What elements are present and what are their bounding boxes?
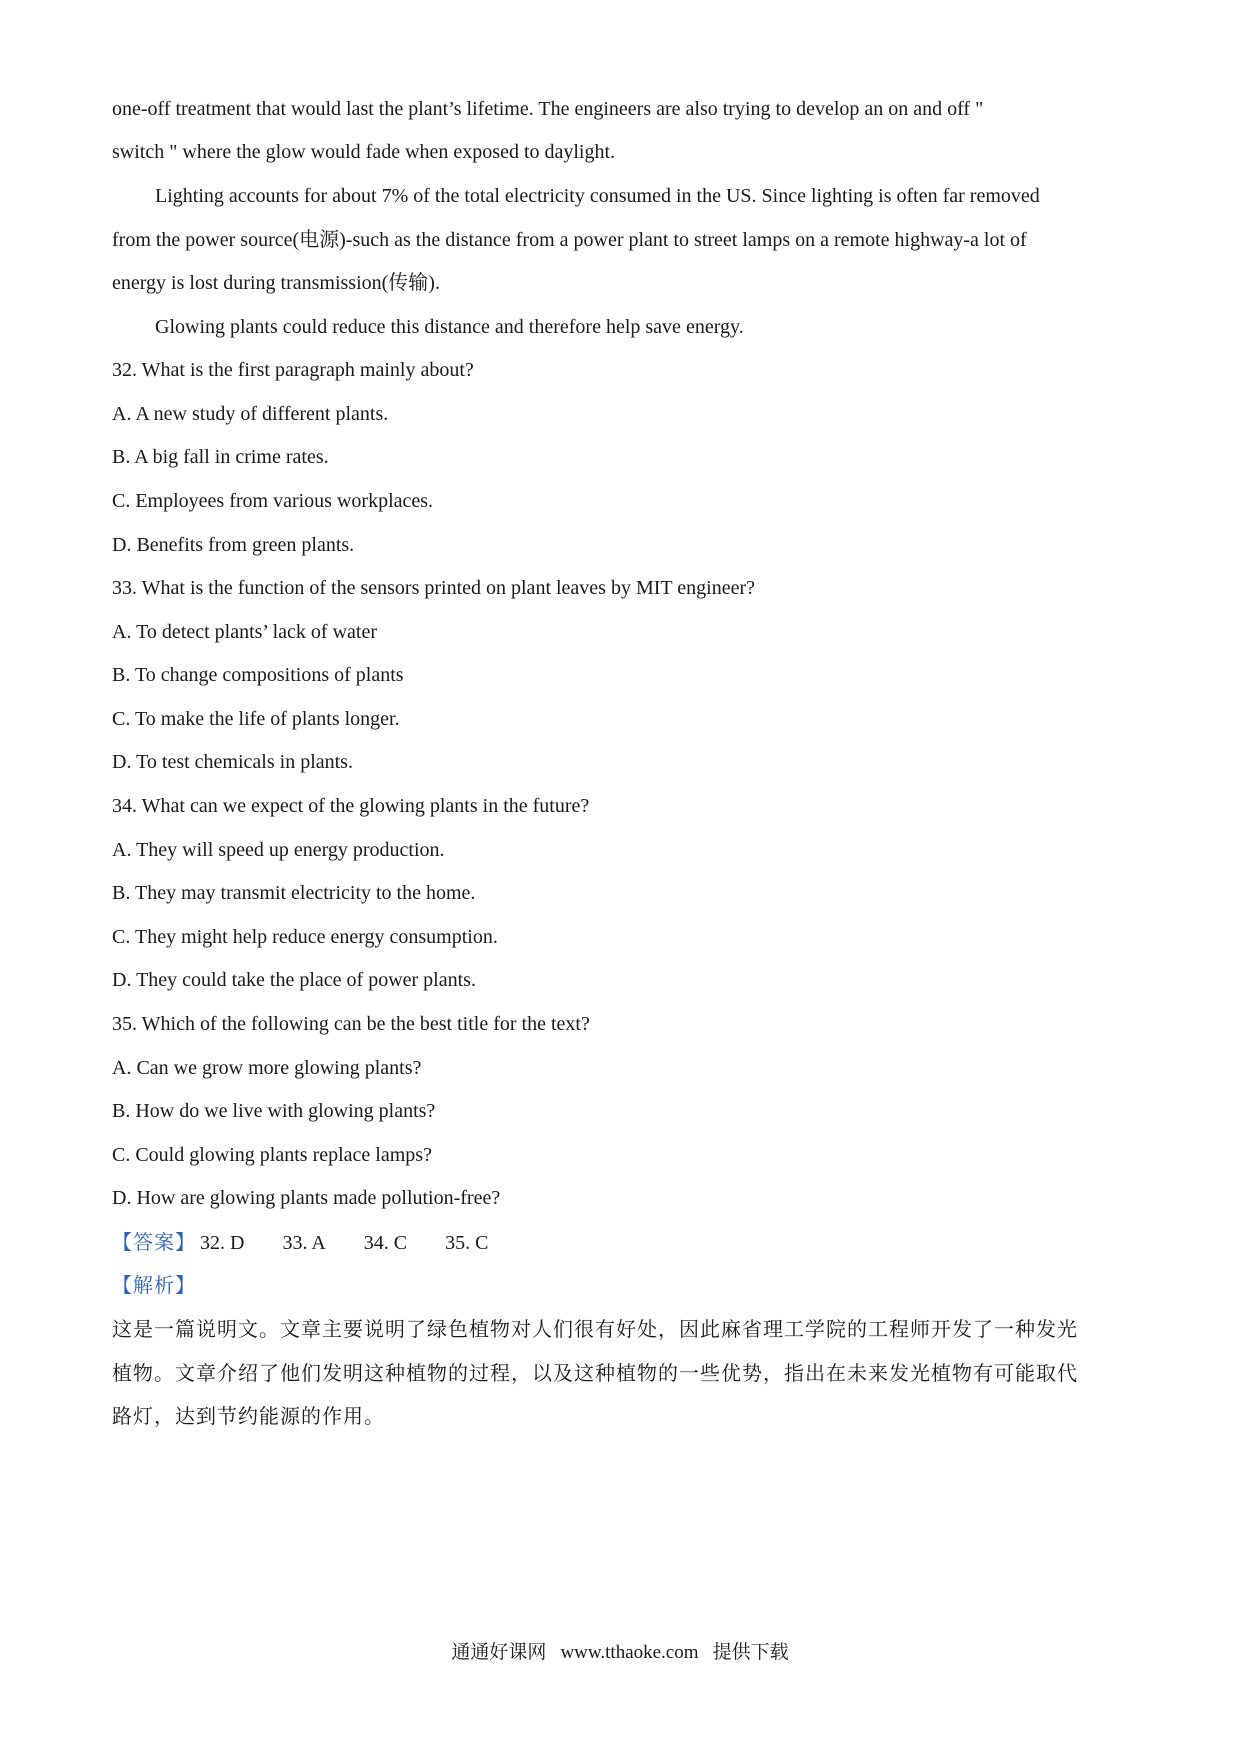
question-option: D. To test chemicals in plants. bbox=[112, 751, 353, 773]
question-option: C. To make the life of plants longer. bbox=[112, 708, 400, 730]
question-option: D. Benefits from green plants. bbox=[112, 534, 355, 556]
question-option: C. Could glowing plants replace lamps? bbox=[112, 1144, 432, 1166]
passage-line: energy is lost during transmission(传输). bbox=[112, 272, 440, 294]
question-stem: 34. What can we expect of the glowing plants in the future? bbox=[112, 795, 590, 817]
analysis-line: 这是一篇说明文。文章主要说明了绿色植物对人们很有好处，因此麻省理工学院的工程师开发了一种发光 bbox=[112, 1317, 1078, 1341]
footer-url[interactable]: www.tthaoke.com bbox=[560, 1642, 699, 1663]
question-option: A. Can we grow more glowing plants? bbox=[112, 1057, 422, 1079]
question-option: A. A new study of different plants. bbox=[112, 403, 389, 425]
analysis-line: 植物。文章介绍了他们发明这种植物的过程，以及这种植物的一些优势，指出在未来发光植物有可能取代 bbox=[112, 1361, 1078, 1385]
passage-line: switch " where the glow would fade when exposed to daylight. bbox=[112, 141, 616, 163]
question-stem: 33. What is the function of the sensors printed on plant leaves by MIT engineer? bbox=[112, 577, 755, 599]
question-option: C. They might help reduce energy consumption. bbox=[112, 926, 498, 948]
passage-line: Lighting accounts for about 7% of the total electricity consumed in the US. Since lighting is often far removed bbox=[155, 185, 1040, 207]
question-option: B. How do we live with glowing plants? bbox=[112, 1100, 436, 1122]
answer-item: 34. C bbox=[363, 1232, 408, 1254]
analysis-label: 【解析】 bbox=[112, 1273, 196, 1297]
answer-row bbox=[112, 1229, 1132, 1256]
question-option: A. To detect plants’ lack of water bbox=[112, 621, 377, 643]
passage-line: from the power source(电源)-such as the distance from a power plant to street lamps on a remote highway-a lot of bbox=[112, 229, 1027, 251]
question-option: B. To change compositions of plants bbox=[112, 664, 404, 686]
question-option: A. They will speed up energy production. bbox=[112, 839, 445, 861]
question-option: B. They may transmit electricity to the home. bbox=[112, 882, 476, 904]
passage-line: one-off treatment that would last the plant’s lifetime. The engineers are also trying to develop an on and off " bbox=[112, 98, 984, 120]
analysis-line: 路灯，达到节约能源的作用。 bbox=[112, 1404, 385, 1428]
answer-label: 【答案】 bbox=[112, 1230, 196, 1254]
answer-item: 35. C bbox=[445, 1232, 489, 1254]
question-stem: 32. What is the first paragraph mainly about? bbox=[112, 359, 474, 381]
question-option: C. Employees from various workplaces. bbox=[112, 490, 434, 512]
page-footer bbox=[0, 1640, 1240, 1665]
answer-item: 33. A bbox=[282, 1232, 326, 1254]
answer-item: 32. D bbox=[200, 1232, 245, 1254]
footer-site-name: 通通好课网 bbox=[451, 1641, 547, 1663]
passage-line: Glowing plants could reduce this distance and therefore help save energy. bbox=[155, 316, 744, 338]
question-stem: 35. Which of the following can be the best title for the text? bbox=[112, 1013, 590, 1035]
question-option: B. A big fall in crime rates. bbox=[112, 446, 329, 468]
question-option: D. How are glowing plants made pollution-free? bbox=[112, 1187, 501, 1209]
footer-suffix: 提供下载 bbox=[712, 1641, 789, 1663]
question-option: D. They could take the place of power plants. bbox=[112, 969, 476, 991]
